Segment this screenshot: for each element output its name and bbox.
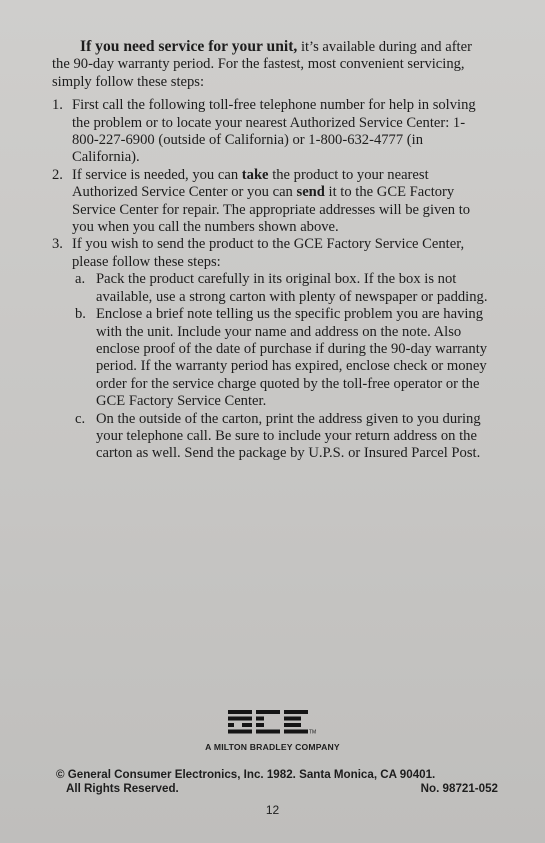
substep-text: Enclose a brief note telling us the specific problem you are having with the unit. Include your name and address on the note. Also enclose proof of the date of purchase if during the 90-day warranty period. If the warranty period has expired, enclose check or money order for the service charge quoted by the toll-free operator or the GCE Factory Service Center. [96, 306, 488, 410]
service-instructions [52, 38, 490, 463]
step-3 [52, 236, 490, 462]
substep-c [72, 411, 490, 463]
take-emphasis: take [241, 166, 269, 183]
footer-row [56, 782, 498, 796]
trademark-mark: TM [308, 729, 316, 736]
step-text: the product to your nearest Authorized Service Center or you can [72, 166, 429, 201]
substeps-list [72, 271, 490, 462]
footer [56, 768, 498, 796]
substep-b [72, 306, 490, 410]
intro-text: it’s available during and after the 90-day warranty period. For the fastest, most convenient servicing, simply follow these steps: [52, 39, 472, 90]
step-text: If you wish to send the product to the GCE Factory Service Center, please follow these steps: [72, 236, 465, 270]
steps-list [52, 97, 490, 463]
step-number: 3. [52, 236, 63, 253]
logo-subtitle: A MILTON BRADLEY COMPANY [205, 742, 340, 752]
rights-reserved: All Rights Reserved. [66, 782, 179, 795]
step-number: 2. [52, 166, 63, 183]
part-number: No. 98721-052 [420, 782, 498, 795]
substep-a [72, 271, 490, 306]
intro-paragraph [52, 38, 490, 91]
step-text: First call the following toll-free telephone number for help in solving the problem or to locate your nearest Authorized Service Center: 1-800-227-6900 (outside of California) or 1-800-632-4777 (in California). [72, 97, 476, 166]
copyright-line: © General Consumer Electronics, Inc. 1982. Santa Monica, CA 90401. [56, 768, 436, 781]
intro-lead: If you need service for your unit, [80, 38, 298, 55]
substep-text: On the outside of the carton, print the address given to you during your telephone call. Be sure to include your return address on the carton as well. Send the package by U.P.S. or Insured Parcel Post. [96, 410, 481, 462]
gce-logo-mark [228, 708, 318, 738]
step-text: If service is needed, you can [72, 166, 242, 183]
send-emphasis: send [296, 184, 325, 201]
step-1 [52, 97, 490, 167]
gce-logo [0, 708, 545, 743]
substep-letter: b. [75, 306, 86, 323]
page-number: 12 [265, 803, 280, 817]
substep-letter: a. [75, 271, 86, 288]
step-text: it to the GCE Factory Service Center for repair. The appropriate addresses will be given to you when you call the numbers shown above. [72, 184, 471, 236]
step-2 [52, 167, 490, 237]
substep-letter: c. [75, 410, 86, 427]
step-number: 1. [52, 97, 63, 114]
substep-text: Pack the product carefully in its original box. If the box is not available, use a strong carton with plenty of newspaper or padding. [96, 271, 488, 305]
